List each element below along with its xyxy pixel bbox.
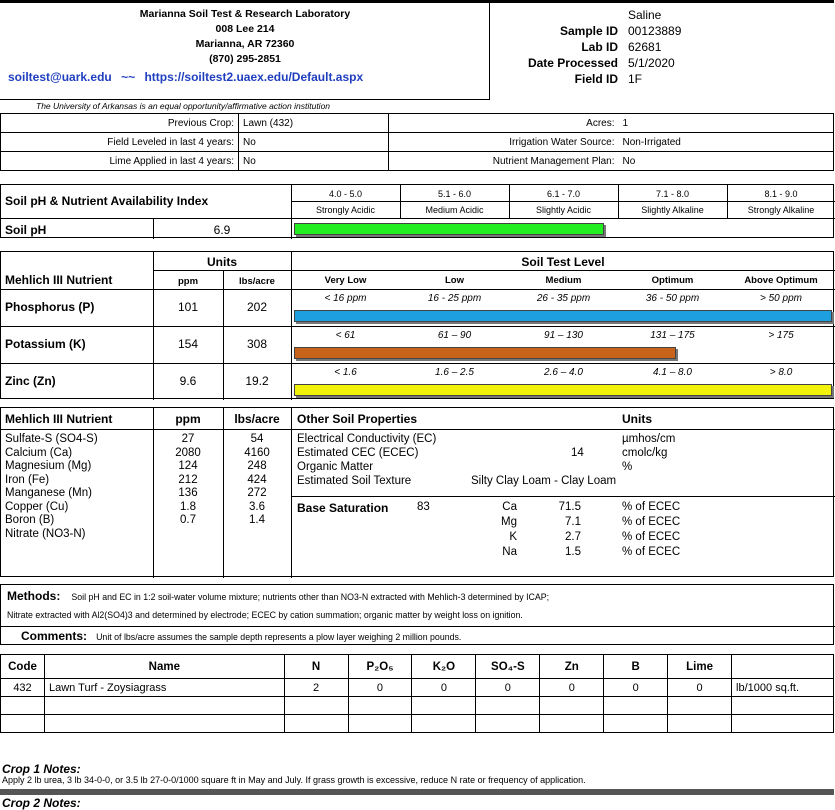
nutrient-range: 131 – 175 [650, 330, 695, 341]
soil-test-level-header: Soil Test Level [521, 255, 605, 269]
field-info-table [0, 113, 834, 171]
rec-cell [540, 715, 604, 733]
lab-url-link[interactable]: https://soiltest2.uaex.edu/Default.aspx [144, 70, 364, 84]
lbs-col-header: lbs/acre [239, 276, 275, 287]
irrigation-value: Non-Irrigated [619, 133, 834, 152]
base-sat-value: 83 [417, 501, 430, 513]
base-sat-percent: 2.7 [565, 531, 581, 543]
field-id-value: 1F [628, 72, 643, 86]
lab-address-2: Marianna, AR 72360 [195, 38, 295, 50]
ph-range-label: Medium Acidic [400, 201, 509, 218]
ph-range-label: Strongly Acidic [291, 201, 400, 218]
other-nutrient-lbs: 272 [247, 487, 267, 499]
county: Saline [628, 8, 662, 22]
ecec-value: 14 [571, 447, 584, 459]
recommendation-table [0, 654, 834, 733]
rec-header-cell: K₂O [412, 655, 476, 679]
ph-range-value: 8.1 - 9.0 [764, 189, 798, 199]
nutrient-range: 2.6 – 4.0 [544, 367, 583, 378]
rec-header-cell: Name [44, 655, 284, 679]
level-header: Low [445, 275, 464, 286]
rec-cell: 432 [1, 679, 45, 697]
other-nutrient-name: Magnesium (Mg) [5, 460, 92, 472]
ph-bar [294, 223, 604, 235]
nutrient-range: > 8.0 [769, 367, 793, 378]
methods-section [0, 584, 834, 645]
lab-id-label: Lab ID [581, 40, 618, 54]
other-nutrient-name: Nitrate (NO3-N) [5, 527, 86, 540]
field-id-label: Field ID [574, 72, 618, 86]
comments-text: Unit of lbs/acre assumes the sample depth represents a plow layer weighing 2 million pounds. [96, 632, 462, 642]
other-nutrient-ppm: 124 [178, 460, 198, 472]
nutrient-range: > 175 [768, 330, 794, 341]
om-unit: % [622, 461, 633, 473]
other-nutrient-name: Manganese (Mn) [5, 487, 92, 499]
rec-header-cell: N [284, 655, 348, 679]
nutrient-range: > 50 ppm [760, 293, 802, 304]
nutrient-range: < 61 [335, 330, 356, 341]
lab-id-value: 62681 [628, 40, 662, 54]
ph-row-label: Soil pH [5, 223, 47, 237]
rec-cell: Lawn Turf - Zoysiagrass [44, 679, 284, 697]
lab-contact [8, 70, 363, 84]
sample-id-value: 00123889 [628, 24, 682, 38]
rec-row [1, 679, 834, 697]
rec-cell [540, 697, 604, 715]
rec-cell [348, 697, 412, 715]
rec-cell [44, 715, 284, 733]
rec-cell: 0 [668, 679, 732, 697]
texture-label: Estimated Soil Texture [297, 475, 412, 487]
rec-cell [412, 697, 476, 715]
base-sat-unit: % of ECEC [622, 531, 681, 543]
base-sat-percent: 7.1 [565, 516, 581, 528]
nutrient-range: < 1.6 [334, 367, 357, 378]
nutrient-lbs: 308 [246, 337, 268, 351]
ph-range-value: 4.0 - 5.0 [328, 189, 363, 199]
ph-range-value: 7.1 - 8.0 [655, 189, 690, 199]
other-ppm-header: ppm [175, 412, 201, 426]
rec-cell [1, 715, 45, 733]
rec-cell [284, 715, 348, 733]
ec-label: Electrical Conductivity (EC) [297, 433, 437, 445]
nutrient-col-header: Mehlich III Nutrient [5, 273, 113, 287]
date-processed-label: Date Processed [527, 56, 618, 70]
base-sat-unit: % of ECEC [622, 516, 681, 528]
other-nutrient-lbs: 424 [247, 473, 267, 486]
rec-header-cell: SO₄-S [476, 655, 540, 679]
prev-crop-value: Lawn (432) [239, 114, 389, 133]
rec-cell [348, 715, 412, 733]
rec-row [1, 715, 834, 733]
level-header: Medium [545, 275, 582, 286]
other-nutrient-name: Sulfate-S (SO4-S) [5, 433, 98, 445]
lab-phone: (870) 295-2851 [209, 53, 281, 65]
ph-range-label: Slightly Acidic [509, 201, 618, 218]
texture-value: Silty Clay Loam - Clay Loam [471, 475, 617, 487]
level-header: Optimum [651, 275, 694, 286]
nutrient-range: 61 – 90 [437, 330, 472, 341]
nutrient-range: 16 - 25 ppm [427, 293, 482, 304]
lime-label: Lime Applied in last 4 years: [1, 152, 239, 171]
leveled-value: No [239, 133, 389, 152]
lab-name: Marianna Soil Test & Research Laboratory [139, 8, 351, 20]
ph-range-value: 6.1 - 7.0 [546, 189, 581, 199]
crop1-notes-title: Crop 1 Notes: [2, 762, 81, 776]
nutrient-ppm: 101 [177, 300, 199, 314]
nmp-value: No [619, 152, 834, 171]
lab-header [0, 0, 490, 100]
other-lbs-header: lbs/acre [234, 412, 280, 426]
sample-id-label: Sample ID [559, 24, 618, 38]
rec-header-cell [732, 655, 834, 679]
ppm-col-header: ppm [177, 276, 199, 287]
ecec-unit: cmolc/kg [622, 447, 668, 459]
rec-header-cell: Code [1, 655, 45, 679]
rec-cell [732, 715, 834, 733]
comments-label: Comments: [21, 629, 88, 643]
other-nutrient-ppm: 2080 [175, 446, 201, 459]
rec-cell: 0 [348, 679, 412, 697]
nutrient-range: 1.6 – 2.5 [435, 367, 474, 378]
lab-address-1: 008 Lee 214 [215, 23, 275, 35]
nutrient-ppm: 9.6 [179, 374, 197, 388]
other-nutrient-name: Iron (Fe) [5, 473, 50, 486]
ph-range-label: Slightly Alkaline [618, 201, 727, 218]
other-nutrient-ppm: 27 [181, 433, 195, 445]
lime-value: No [239, 152, 389, 171]
nutrient-name: Zinc (Zn) [5, 374, 56, 388]
nutrient-range: 26 - 35 ppm [536, 293, 591, 304]
methods-label: Methods: [7, 589, 61, 603]
nutrient-range: 91 – 130 [544, 330, 583, 341]
other-nutrient-name: Boron (B) [5, 514, 55, 526]
rec-header-cell: Lime [668, 655, 732, 679]
other-nutrient-ppm: 136 [178, 487, 198, 499]
other-nutrient-lbs: 1.4 [249, 514, 265, 526]
other-props-header: Other Soil Properties [297, 412, 418, 426]
other-nutrient-ppm: 0.7 [180, 514, 196, 526]
other-units-header: Units [622, 412, 652, 426]
nutrient-range: 4.1 – 8.0 [653, 367, 692, 378]
nutrient-lbs: 19.2 [245, 374, 269, 388]
ph-range-label: Strongly Alkaline [727, 201, 835, 218]
leveled-label: Field Leveled in last 4 years: [1, 133, 239, 152]
base-sat-element: Na [502, 546, 517, 558]
nutrient-bar [294, 347, 676, 359]
rec-header-cell: Zn [540, 655, 604, 679]
rec-cell [476, 697, 540, 715]
section-divider [0, 789, 834, 795]
rec-cell: 0 [540, 679, 604, 697]
irrigation-label: Irrigation Water Source: [389, 133, 619, 152]
rec-cell [1, 697, 45, 715]
rec-cell [476, 715, 540, 733]
rec-cell [284, 697, 348, 715]
nutrient-range: < 16 ppm [324, 293, 367, 304]
other-nutrient-lbs: 54 [250, 433, 264, 445]
nutrient-ppm: 154 [177, 337, 199, 351]
ph-value: 6.9 [213, 223, 231, 237]
rec-cell [604, 697, 668, 715]
rec-cell: 0 [604, 679, 668, 697]
ec-unit: µmhos/cm [622, 433, 676, 445]
base-sat-label: Base Saturation [297, 501, 389, 515]
lab-email-link[interactable]: soiltest@uark.edu [8, 70, 112, 84]
nutrient-name: Phosphorus (P) [5, 300, 95, 314]
acres-value: 1 [619, 114, 834, 133]
sample-info [490, 0, 834, 100]
other-nutrient-ppm: 1.8 [180, 500, 196, 513]
nutrient-name: Potassium (K) [5, 337, 86, 351]
base-sat-element: Ca [502, 501, 517, 513]
nutrient-bar [294, 310, 832, 322]
base-sat-percent: 1.5 [565, 546, 581, 558]
nutrient-range: 36 - 50 ppm [645, 293, 700, 304]
rec-cell: 0 [412, 679, 476, 697]
prev-crop-label: Previous Crop: [1, 114, 239, 133]
nutrient-lbs: 202 [246, 300, 268, 314]
base-sat-element: K [509, 531, 517, 543]
rec-cell: lb/1000 sq.ft. [732, 679, 834, 697]
rec-cell [668, 697, 732, 715]
om-label: Organic Matter [297, 461, 374, 473]
base-sat-unit: % of ECEC [622, 501, 681, 513]
lab-separator: ~~ [121, 70, 136, 84]
ph-range-value: 5.1 - 6.0 [437, 189, 472, 199]
ecec-label: Estimated CEC (ECEC) [297, 447, 419, 459]
rec-row [1, 697, 834, 715]
other-section [0, 407, 834, 577]
base-sat-unit: % of ECEC [622, 546, 681, 558]
crop2-notes-title: Crop 2 Notes: [2, 796, 81, 810]
rec-header-cell: P₂O₅ [348, 655, 412, 679]
level-header: Very Low [324, 275, 367, 286]
equal-opportunity-note: The University of Arkansas is an equal opportunity/affirmative action institution [36, 101, 331, 111]
units-header: Units [207, 255, 237, 269]
rec-cell [604, 715, 668, 733]
other-nutrient-lbs: 248 [247, 460, 267, 472]
rec-cell: 2 [284, 679, 348, 697]
acres-label: Acres: [389, 114, 619, 133]
other-nutrient-header: Mehlich III Nutrient [5, 412, 113, 426]
crop1-notes-text: Apply 2 lb urea, 3 lb 34-0-0, or 3.5 lb 27-0-0/1000 square ft in May and July. If grass growth is excessive, reduce N rate or frequency of application. [2, 775, 586, 785]
methods-line-2: Nitrate extracted with Al2(SO4)3 and determined by electrode; ECEC by cation summation; organic matter by weight loss on ignition. [7, 610, 523, 620]
rec-cell [44, 697, 284, 715]
nutrient-section [0, 251, 834, 399]
ph-section [0, 184, 834, 238]
base-sat-element: Mg [501, 516, 517, 528]
other-nutrient-lbs: 3.6 [249, 500, 265, 513]
rec-cell: 0 [476, 679, 540, 697]
other-nutrient-lbs: 4160 [244, 446, 270, 459]
rec-cell [412, 715, 476, 733]
rec-cell [668, 715, 732, 733]
rec-header-cell: B [604, 655, 668, 679]
nmp-label: Nutrient Management Plan: [389, 152, 619, 171]
other-nutrient-name: Calcium (Ca) [5, 446, 73, 459]
rec-cell [732, 697, 834, 715]
level-header: Above Optimum [744, 275, 818, 286]
date-processed-value: 5/1/2020 [628, 56, 675, 70]
base-sat-percent: 71.5 [558, 501, 581, 513]
ph-title: Soil pH & Nutrient Availability Index [5, 194, 209, 208]
methods-line-1: Soil pH and EC in 1:2 soil-water volume mixture; nutrients other than NO3-N extracted with Mehlich-3 determined by ICAP; [71, 592, 550, 602]
other-nutrient-ppm: 212 [178, 473, 198, 486]
other-nutrient-name: Copper (Cu) [5, 500, 69, 513]
nutrient-bar [294, 384, 832, 396]
